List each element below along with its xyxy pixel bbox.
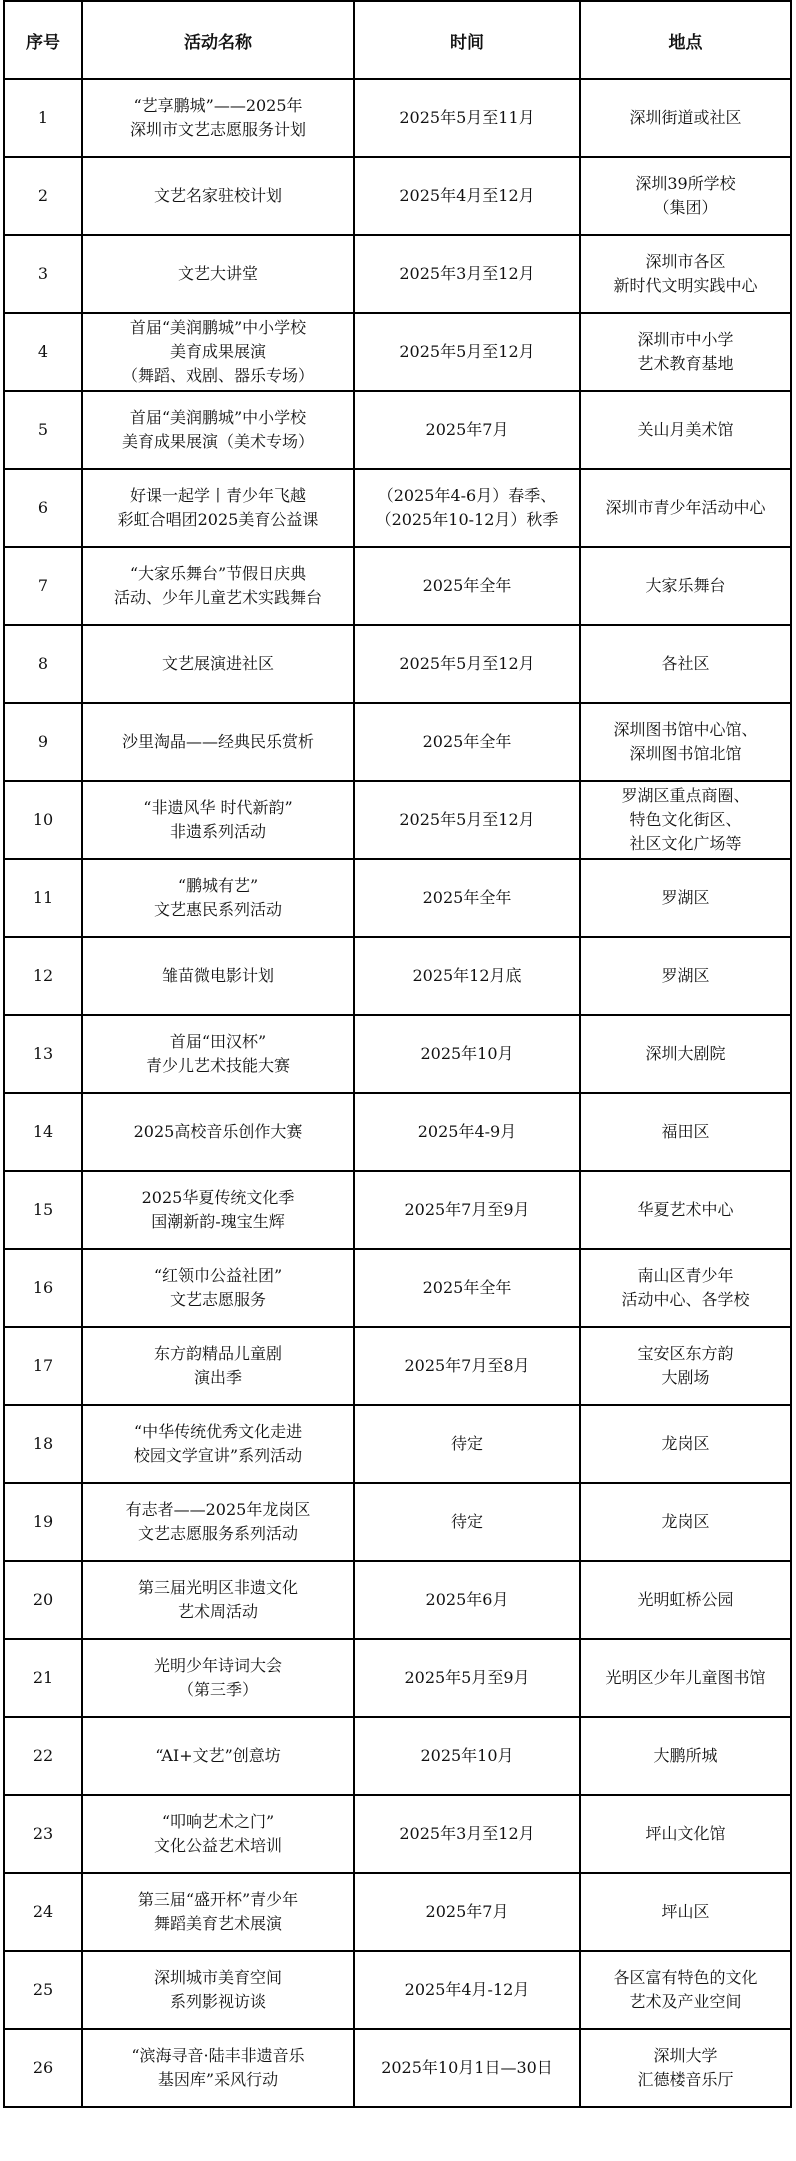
header-name: 活动名称: [82, 1, 354, 79]
cell-name: [82, 1561, 354, 1639]
cell-name: [82, 1717, 354, 1795]
cell-no: [4, 1873, 82, 1951]
cell-time: [354, 235, 580, 313]
cell-name: [82, 1951, 354, 2029]
cell-time: [354, 859, 580, 937]
cell-location-text: 深圳市中小学 艺术教育基地: [637, 330, 734, 373]
cell-name: [82, 235, 354, 313]
cell-name: [82, 859, 354, 937]
cell-location-text: 深圳大学 汇德楼音乐厅: [637, 2046, 734, 2089]
cell-no-text: 17: [32, 1356, 54, 1375]
cell-time: [354, 1015, 580, 1093]
table-row: [4, 1249, 791, 1327]
cell-no: [4, 859, 82, 937]
cell-name-text: 文艺名家驻校计划: [153, 186, 282, 205]
cell-time: [354, 1249, 580, 1327]
cell-no: [4, 1327, 82, 1405]
cell-time-text: 2025年全年: [422, 576, 512, 595]
cell-time: [354, 1873, 580, 1951]
cell-no: [4, 1639, 82, 1717]
cell-name: [82, 1873, 354, 1951]
cell-location: [580, 1951, 791, 2029]
cell-location: [580, 391, 791, 469]
cell-no: [4, 1093, 82, 1171]
cell-no: [4, 1405, 82, 1483]
cell-no-text: 16: [32, 1278, 54, 1297]
cell-time-text: 2025年4月-12月: [404, 1980, 530, 1999]
cell-location: [580, 1249, 791, 1327]
cell-no-text: 12: [32, 966, 54, 985]
cell-location-text: 南山区青少年 活动中心、各学校: [621, 1266, 750, 1309]
cell-no-text: 5: [37, 420, 49, 439]
cell-location-text: 坪山文化馆: [645, 1824, 726, 1843]
cell-location: [580, 1873, 791, 1951]
cell-no-text: 19: [32, 1512, 54, 1531]
header-no: 序号: [4, 1, 82, 79]
cell-time: [354, 1795, 580, 1873]
cell-time-text: 2025年4-9月: [417, 1122, 517, 1141]
cell-time: [354, 1951, 580, 2029]
cell-no: [4, 937, 82, 1015]
cell-location: [580, 781, 791, 859]
cell-location-text: 福田区: [661, 1122, 710, 1141]
cell-location: [580, 1639, 791, 1717]
cell-no: [4, 1483, 82, 1561]
table-row: [4, 2029, 791, 2107]
cell-time-text: 2025年6月: [425, 1590, 509, 1609]
cell-location-text: 大家乐舞台: [645, 576, 726, 595]
cell-no: [4, 781, 82, 859]
cell-no: [4, 79, 82, 157]
cell-location-text: 华夏艺术中心: [637, 1200, 734, 1219]
cell-no-text: 3: [37, 264, 49, 283]
cell-name: [82, 313, 354, 391]
cell-no: [4, 703, 82, 781]
cell-location-text: 关山月美术馆: [637, 420, 734, 439]
cell-time-text: 2025年全年: [422, 1278, 512, 1297]
cell-location: [580, 1561, 791, 1639]
cell-location-text: 罗湖区: [661, 888, 710, 907]
cell-location: [580, 1093, 791, 1171]
cell-location: [580, 1483, 791, 1561]
cell-no-text: 11: [32, 888, 54, 907]
table-row: [4, 625, 791, 703]
cell-name-text: 深圳城市美育空间 系列影视访谈: [153, 1968, 282, 2011]
table-row: [4, 469, 791, 547]
table-row: [4, 1561, 791, 1639]
cell-no: [4, 391, 82, 469]
cell-location: [580, 859, 791, 937]
table-row: [4, 1405, 791, 1483]
cell-location-text: 各社区: [661, 654, 710, 673]
cell-time-text: 2025年5月至12月: [399, 654, 535, 673]
cell-no-text: 4: [37, 342, 49, 361]
cell-time: [354, 703, 580, 781]
table-row: [4, 157, 791, 235]
cell-no-text: 2: [37, 186, 49, 205]
cell-time-text: 待定: [450, 1434, 483, 1453]
cell-location-text: 龙岗区: [661, 1434, 710, 1453]
cell-name: [82, 1093, 354, 1171]
cell-time-text: （2025年4-6月）春季、 （2025年10-12月）秋季: [375, 486, 559, 529]
cell-name: [82, 1483, 354, 1561]
cell-time: [354, 547, 580, 625]
cell-no-text: 15: [32, 1200, 54, 1219]
cell-no-text: 6: [37, 498, 49, 517]
cell-name-text: 2025华夏传统文化季 国潮新韵-瑰宝生辉: [141, 1188, 295, 1231]
cell-name: [82, 1639, 354, 1717]
cell-name: [82, 1795, 354, 1873]
cell-time-text: 2025年7月: [425, 1902, 509, 1921]
cell-location-text: 深圳39所学校 （集团）: [635, 174, 736, 217]
cell-name: [82, 391, 354, 469]
cell-time: [354, 1561, 580, 1639]
cell-name: [82, 781, 354, 859]
events-table: [3, 0, 792, 2108]
cell-time: [354, 1327, 580, 1405]
cell-name-text: 第三届光明区非遗文化 艺术周活动: [137, 1578, 298, 1621]
table-row: [4, 1093, 791, 1171]
cell-name-text: “鹏城有艺” 文艺惠民系列活动: [153, 876, 282, 919]
cell-location-text: 深圳街道或社区: [629, 108, 742, 127]
cell-time-text: 2025年3月至12月: [399, 1824, 535, 1843]
cell-time: [354, 1483, 580, 1561]
cell-name-text: “滨海寻音·陆丰非遗音乐 基因库”采风行动: [131, 2046, 305, 2089]
cell-time-text: 2025年5月至9月: [404, 1668, 530, 1687]
cell-time-text: 2025年10月: [420, 1044, 514, 1063]
cell-time: [354, 937, 580, 1015]
cell-location-text: 深圳大剧院: [645, 1044, 726, 1063]
cell-name: [82, 1327, 354, 1405]
cell-time: [354, 391, 580, 469]
cell-no-text: 20: [32, 1590, 54, 1609]
cell-name-text: 首届“美润鹏城”中小学校 美育成果展演 （舞蹈、戏剧、器乐专场）: [121, 318, 314, 385]
table-row: [4, 1951, 791, 2029]
cell-location-text: 深圳市各区 新时代文明实践中心: [613, 252, 758, 295]
cell-location: [580, 703, 791, 781]
cell-name-text: “叩响艺术之门” 文化公益艺术培训: [153, 1812, 282, 1855]
cell-name: [82, 547, 354, 625]
cell-no-text: 23: [32, 1824, 54, 1843]
cell-no-text: 22: [32, 1746, 54, 1765]
cell-location: [580, 235, 791, 313]
table-header: [4, 1, 791, 79]
table-row: [4, 859, 791, 937]
header-location: 地点: [580, 1, 791, 79]
cell-name-text: “红领巾公益社团” 文艺志愿服务: [153, 1266, 283, 1309]
cell-no-text: 7: [37, 576, 49, 595]
cell-name-text: 2025高校音乐创作大赛: [133, 1122, 303, 1141]
cell-time-text: 2025年7月至9月: [404, 1200, 530, 1219]
cell-location-text: 龙岗区: [661, 1512, 710, 1531]
cell-location: [580, 157, 791, 235]
cell-time: [354, 79, 580, 157]
cell-time-text: 2025年4月至12月: [399, 186, 535, 205]
cell-no: [4, 547, 82, 625]
cell-no: [4, 1951, 82, 2029]
cell-location: [580, 1717, 791, 1795]
cell-no-text: 13: [32, 1044, 54, 1063]
cell-name-text: 有志者——2025年龙岗区 文艺志愿服务系列活动: [125, 1500, 311, 1543]
cell-time: [354, 1717, 580, 1795]
table-row: [4, 1483, 791, 1561]
cell-name: [82, 469, 354, 547]
cell-name-text: 雏苗微电影计划: [161, 966, 274, 985]
cell-no-text: 18: [32, 1434, 54, 1453]
cell-name: [82, 1015, 354, 1093]
table-row: [4, 313, 791, 391]
cell-location: [580, 1795, 791, 1873]
header-row: [4, 1, 791, 79]
cell-time-text: 2025年7月: [425, 420, 509, 439]
cell-name: [82, 2029, 354, 2107]
cell-location: [580, 469, 791, 547]
cell-time: [354, 469, 580, 547]
cell-no-text: 10: [32, 810, 54, 829]
cell-time-text: 2025年5月至12月: [399, 810, 535, 829]
cell-location-text: 坪山区: [661, 1902, 710, 1921]
cell-time-text: 2025年7月至8月: [404, 1356, 530, 1375]
cell-name: [82, 79, 354, 157]
table-row: [4, 781, 791, 859]
table-row: [4, 547, 791, 625]
cell-name-text: 文艺大讲堂: [177, 264, 258, 283]
cell-location: [580, 2029, 791, 2107]
cell-location: [580, 937, 791, 1015]
cell-no-text: 21: [32, 1668, 54, 1687]
table-row: [4, 1015, 791, 1093]
cell-time: [354, 2029, 580, 2107]
cell-name: [82, 1405, 354, 1483]
cell-no: [4, 625, 82, 703]
cell-name-text: 首届“田汉杯” 青少儿艺术技能大赛: [145, 1032, 290, 1075]
cell-no-text: 1: [37, 108, 49, 127]
cell-time-text: 待定: [450, 1512, 483, 1531]
table-row: [4, 79, 791, 157]
cell-name: [82, 703, 354, 781]
cell-location: [580, 79, 791, 157]
cell-location: [580, 625, 791, 703]
table-row: [4, 703, 791, 781]
cell-no: [4, 313, 82, 391]
cell-time-text: 2025年全年: [422, 732, 512, 751]
table-row: [4, 1327, 791, 1405]
cell-time-text: 2025年5月至11月: [399, 108, 535, 127]
cell-time: [354, 1405, 580, 1483]
cell-location-text: 宝安区东方韵 大剧场: [637, 1344, 734, 1387]
cell-no-text: 25: [32, 1980, 54, 1999]
cell-time: [354, 157, 580, 235]
cell-name-text: “非遗风华 时代新韵” 非遗系列活动: [143, 798, 293, 841]
cell-time: [354, 625, 580, 703]
cell-name: [82, 937, 354, 1015]
cell-location: [580, 313, 791, 391]
cell-name-text: “大家乐舞台”节假日庆典 活动、少年儿童艺术实践舞台: [113, 564, 322, 607]
cell-time-text: 2025年10月1日—30日: [381, 2058, 553, 2077]
header-time: 时间: [354, 1, 580, 79]
cell-time: [354, 781, 580, 859]
cell-time: [354, 1171, 580, 1249]
table-row: [4, 937, 791, 1015]
cell-time-text: 2025年10月: [420, 1746, 514, 1765]
cell-no: [4, 235, 82, 313]
cell-no: [4, 469, 82, 547]
cell-no-text: 24: [32, 1902, 54, 1921]
cell-time-text: 2025年5月至12月: [399, 342, 535, 361]
table-row: [4, 1795, 791, 1873]
cell-no: [4, 1249, 82, 1327]
cell-no: [4, 157, 82, 235]
table-row: [4, 235, 791, 313]
cell-name-text: 好课一起学丨青少年飞越 彩虹合唱团2025美育公益课: [117, 486, 319, 529]
cell-location-text: 光明区少年儿童图书馆: [605, 1668, 766, 1687]
cell-name-text: 第三届“盛开杯”青少年 舞蹈美育艺术展演: [137, 1890, 299, 1933]
cell-location-text: 罗湖区重点商圈、 特色文化街区、 社区文化广场等: [621, 786, 750, 853]
cell-time-text: 2025年全年: [422, 888, 512, 907]
cell-name-text: 光明少年诗词大会 （第三季）: [153, 1656, 282, 1699]
cell-name-text: 首届“美润鹏城”中小学校 美育成果展演（美术专场）: [121, 408, 314, 451]
cell-location-text: 各区富有特色的文化 艺术及产业空间: [613, 1968, 758, 2011]
table-row: [4, 1171, 791, 1249]
cell-no-text: 9: [37, 732, 49, 751]
cell-name-text: 沙里淘晶——经典民乐赏析: [121, 732, 314, 751]
table-row: [4, 1717, 791, 1795]
cell-time: [354, 313, 580, 391]
cell-name-text: 文艺展演进社区: [161, 654, 274, 673]
cell-no: [4, 1171, 82, 1249]
cell-location: [580, 1405, 791, 1483]
cell-no: [4, 1795, 82, 1873]
cell-location: [580, 1171, 791, 1249]
table-row: [4, 1639, 791, 1717]
table-row: [4, 1873, 791, 1951]
cell-location: [580, 547, 791, 625]
cell-name-text: “AI+文艺”创意坊: [155, 1746, 281, 1765]
cell-name-text: “中华传统优秀文化走进 校园文学宣讲”系列活动: [133, 1422, 303, 1465]
cell-time-text: 2025年3月至12月: [399, 264, 535, 283]
cell-no: [4, 1015, 82, 1093]
cell-time: [354, 1093, 580, 1171]
cell-location-text: 罗湖区: [661, 966, 710, 985]
cell-no: [4, 1561, 82, 1639]
cell-no-text: 14: [32, 1122, 54, 1141]
cell-no: [4, 1717, 82, 1795]
cell-location-text: 深圳图书馆中心馆、 深圳图书馆北馆: [613, 720, 758, 763]
cell-no: [4, 2029, 82, 2107]
cell-time: [354, 1639, 580, 1717]
cell-name: [82, 157, 354, 235]
cell-location: [580, 1015, 791, 1093]
cell-no-text: 8: [37, 654, 49, 673]
cell-no-text: 26: [32, 2058, 54, 2077]
table-row: [4, 391, 791, 469]
cell-location: [580, 1327, 791, 1405]
cell-name-text: 东方韵精品儿童剧 演出季: [153, 1344, 282, 1387]
cell-name: [82, 1171, 354, 1249]
cell-name: [82, 1249, 354, 1327]
cell-location-text: 大鹏所城: [653, 1746, 718, 1765]
cell-location-text: 光明虹桥公园: [637, 1590, 734, 1609]
cell-time-text: 2025年12月底: [412, 966, 522, 985]
cell-location-text: 深圳市青少年活动中心: [605, 498, 766, 517]
cell-name: [82, 625, 354, 703]
cell-name-text: “艺享鹏城”——2025年 深圳市文艺志愿服务计划: [129, 96, 306, 139]
table-body: [4, 79, 791, 2107]
